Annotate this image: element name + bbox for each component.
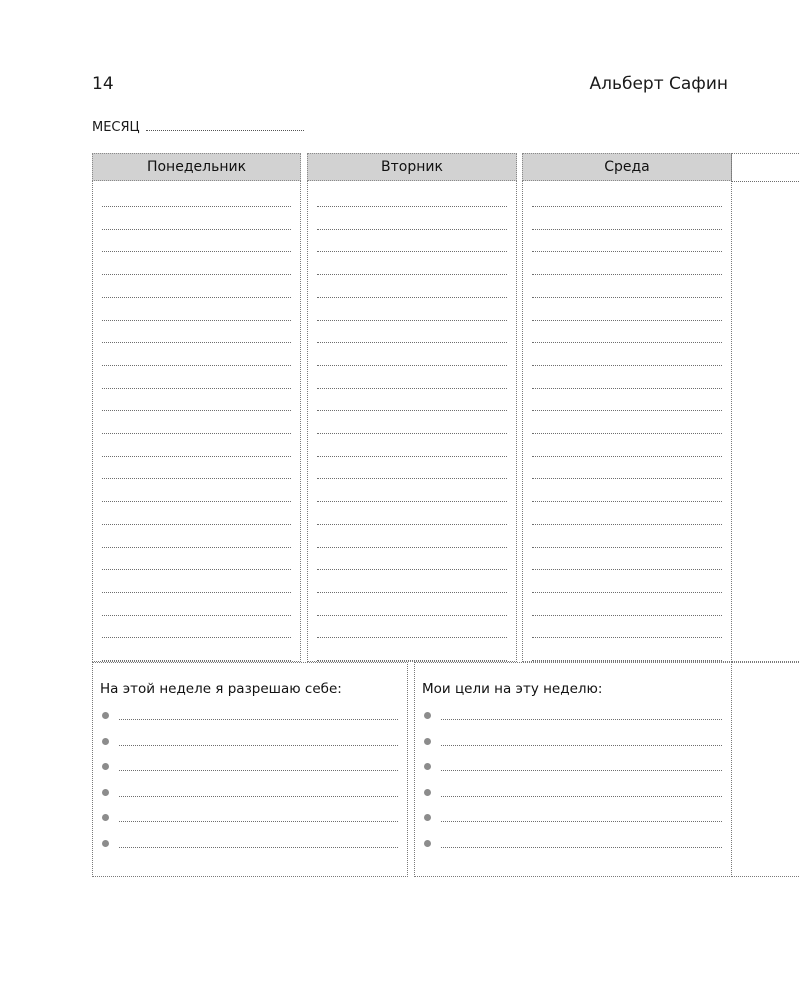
bullet-writing-line[interactable] (119, 821, 398, 822)
writing-line[interactable] (532, 456, 722, 457)
bullet-dot (424, 738, 431, 745)
writing-line[interactable] (532, 660, 722, 661)
writing-line[interactable] (102, 297, 291, 298)
writing-line[interactable] (532, 274, 722, 275)
bullet-writing-line[interactable] (441, 745, 722, 746)
bullet-writing-line[interactable] (441, 770, 722, 771)
writing-line[interactable] (532, 547, 722, 548)
writing-line[interactable] (532, 297, 722, 298)
month-label: МЕСЯЦ (92, 120, 140, 135)
writing-line[interactable] (102, 388, 291, 389)
bullet-writing-line[interactable] (119, 719, 398, 720)
writing-line[interactable] (317, 251, 507, 252)
writing-line[interactable] (317, 206, 507, 207)
writing-line[interactable] (102, 206, 291, 207)
bullet-dot (102, 840, 109, 847)
running-head-author: Альберт Сафин (589, 74, 728, 94)
writing-line[interactable] (532, 342, 722, 343)
bullet-writing-line[interactable] (119, 745, 398, 746)
bullet-writing-line[interactable] (441, 796, 722, 797)
writing-line[interactable] (532, 433, 722, 434)
writing-line[interactable] (317, 274, 507, 275)
writing-line[interactable] (532, 478, 722, 479)
page-number: 14 (92, 74, 114, 94)
bullet-dot (424, 712, 431, 719)
writing-line[interactable] (532, 410, 722, 411)
month-fill-line[interactable] (146, 120, 304, 131)
bullet-writing-line[interactable] (119, 770, 398, 771)
bullet-dot (102, 712, 109, 719)
day-header-1: Понедельник (92, 153, 301, 181)
writing-line[interactable] (102, 229, 291, 230)
bullet-dot (102, 763, 109, 770)
writing-line[interactable] (532, 569, 722, 570)
bullet-writing-line[interactable] (119, 796, 398, 797)
writing-line[interactable] (532, 388, 722, 389)
writing-line[interactable] (317, 501, 507, 502)
writing-line[interactable] (317, 229, 507, 230)
writing-line[interactable] (102, 365, 291, 366)
writing-line[interactable] (317, 547, 507, 548)
writing-line[interactable] (102, 592, 291, 593)
writing-line[interactable] (532, 229, 722, 230)
writing-line[interactable] (317, 433, 507, 434)
writing-line[interactable] (102, 456, 291, 457)
bullet-writing-line[interactable] (441, 821, 722, 822)
day-header-2: Вторник (307, 153, 517, 181)
day-column-partial (731, 153, 800, 662)
writing-line[interactable] (102, 615, 291, 616)
writing-line[interactable] (532, 524, 722, 525)
bottom-section-title-1: На этой неделе я разрешаю себе: (100, 681, 342, 697)
writing-line[interactable] (532, 251, 722, 252)
writing-line[interactable] (317, 569, 507, 570)
writing-line[interactable] (317, 320, 507, 321)
writing-line[interactable] (102, 274, 291, 275)
writing-line[interactable] (102, 342, 291, 343)
bullet-dot (424, 763, 431, 770)
writing-line[interactable] (317, 297, 507, 298)
writing-line[interactable] (532, 365, 722, 366)
bullet-writing-line[interactable] (119, 847, 398, 848)
bottom-section-partial (731, 662, 800, 877)
writing-line[interactable] (317, 365, 507, 366)
bullet-writing-line[interactable] (441, 719, 722, 720)
writing-line[interactable] (317, 592, 507, 593)
writing-line[interactable] (102, 320, 291, 321)
bullet-dot (424, 840, 431, 847)
writing-line[interactable] (532, 615, 722, 616)
bullet-writing-line[interactable] (441, 847, 722, 848)
writing-line[interactable] (532, 320, 722, 321)
writing-line[interactable] (317, 456, 507, 457)
writing-line[interactable] (317, 615, 507, 616)
writing-line[interactable] (317, 524, 507, 525)
writing-line[interactable] (532, 206, 722, 207)
writing-line[interactable] (102, 433, 291, 434)
bullet-dot (424, 814, 431, 821)
writing-line[interactable] (102, 569, 291, 570)
writing-line[interactable] (317, 660, 507, 661)
writing-line[interactable] (102, 660, 291, 661)
bullet-dot (102, 738, 109, 745)
writing-line[interactable] (317, 342, 507, 343)
day-header-3: Среда (522, 153, 732, 181)
day-header-partial-edge (731, 181, 800, 182)
bullet-dot (102, 789, 109, 796)
writing-line[interactable] (102, 251, 291, 252)
writing-line[interactable] (532, 592, 722, 593)
writing-line[interactable] (102, 478, 291, 479)
writing-line[interactable] (102, 637, 291, 638)
writing-line[interactable] (102, 501, 291, 502)
writing-line[interactable] (532, 501, 722, 502)
bullet-dot (102, 814, 109, 821)
bottom-section-title-2: Мои цели на эту неделю: (422, 681, 603, 697)
writing-line[interactable] (317, 637, 507, 638)
writing-line[interactable] (102, 524, 291, 525)
writing-line[interactable] (102, 547, 291, 548)
writing-line[interactable] (102, 410, 291, 411)
writing-line[interactable] (317, 388, 507, 389)
writing-line[interactable] (317, 478, 507, 479)
writing-line[interactable] (317, 410, 507, 411)
month-field (92, 120, 304, 135)
writing-line[interactable] (532, 637, 722, 638)
bullet-dot (424, 789, 431, 796)
